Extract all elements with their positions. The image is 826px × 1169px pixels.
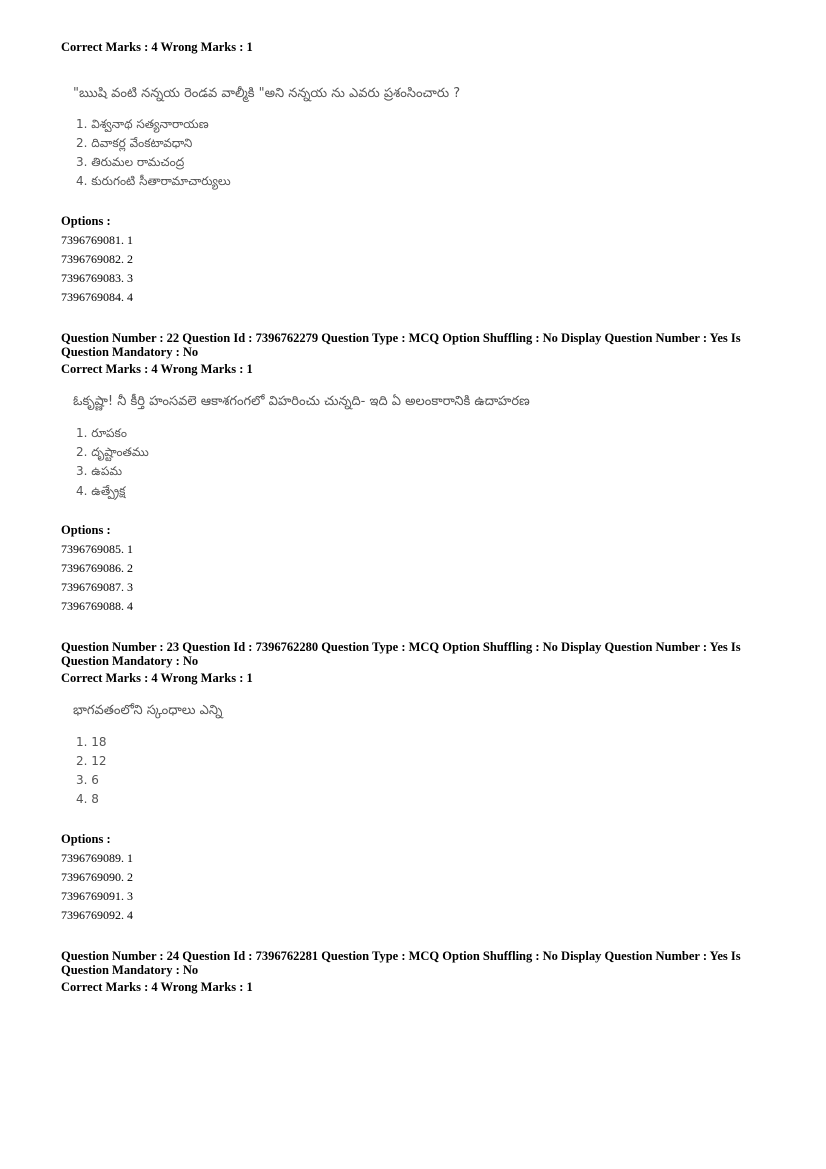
option-id: 7396769082. 2 (61, 252, 133, 266)
option-id: 7396769091. 3 (61, 889, 133, 903)
option-id: 7396769090. 2 (61, 870, 133, 884)
options-label: Options : (61, 832, 111, 846)
question-text: భాగవతంలోని స్కంధాలు ఎన్ని (73, 703, 223, 718)
question-text: ఓకృష్ణా! నీ కీర్తి హంసవలె ఆకాశగంగలో విహరించు చున్నది- ఇది ఏ అలంకారానికి ఉదాహరణ (73, 394, 530, 409)
answer-option: 1. రూపకం (76, 426, 127, 440)
marks-line: Correct Marks : 4 Wrong Marks : 1 (61, 40, 253, 54)
question-header-line: Question Number : 23 Question Id : 7396762280 Question Type : MCQ Option Shuffling : No Display Question Number : Yes Is (61, 640, 741, 654)
answer-option: 1. 18 (76, 735, 107, 749)
option-id: 7396769083. 3 (61, 271, 133, 285)
answer-option: 2. దృష్టాంతము (76, 445, 149, 459)
answer-option: 3. తిరుమల రామచంద్ర (76, 155, 185, 169)
question-header-line: Question Mandatory : No (61, 654, 199, 668)
answer-option: 2. 12 (76, 754, 107, 768)
question-header-line: Question Number : 22 Question Id : 7396762279 Question Type : MCQ Option Shuffling : No Display Question Number : Yes Is (61, 331, 741, 345)
option-id: 7396769084. 4 (61, 290, 133, 304)
answer-option: 2. దివాకర్ల వేంకటావధాని (76, 136, 193, 150)
answer-option: 4. 8 (76, 792, 99, 806)
question-text: "ఋషి వంటి నన్నయ రెండవ వాల్మీకి "అని నన్నయ ను ఎవరు ప్రశంసించారు ? (73, 86, 461, 101)
marks-line: Correct Marks : 4 Wrong Marks : 1 (61, 362, 253, 376)
question-header-line: Question Number : 24 Question Id : 7396762281 Question Type : MCQ Option Shuffling : No Display Question Number : Yes Is (61, 949, 741, 963)
answer-option: 3. 6 (76, 773, 99, 787)
answer-option: 3. ఉపమ (76, 464, 123, 478)
option-id: 7396769092. 4 (61, 908, 133, 922)
question-header-line: Question Mandatory : No (61, 345, 199, 359)
option-id: 7396769085. 1 (61, 542, 133, 556)
option-id: 7396769089. 1 (61, 851, 133, 865)
answer-option: 4. ఉత్ప్రేక్ష (76, 484, 126, 498)
question-header (61, 949, 761, 977)
options-label: Options : (61, 214, 111, 228)
option-id: 7396769087. 3 (61, 580, 133, 594)
option-id: 7396769086. 2 (61, 561, 133, 575)
answer-option: 4. కురుగంటి సీతారామాచార్యులు (76, 174, 231, 188)
option-id: 7396769088. 4 (61, 599, 133, 613)
marks-line: Correct Marks : 4 Wrong Marks : 1 (61, 671, 253, 685)
question-header (61, 331, 761, 359)
option-id: 7396769081. 1 (61, 233, 133, 247)
question-header (61, 640, 761, 668)
answer-option: 1. విశ్వనాథ సత్యనారాయణ (76, 117, 209, 131)
marks-line: Correct Marks : 4 Wrong Marks : 1 (61, 980, 253, 994)
options-label: Options : (61, 523, 111, 537)
question-header-line: Question Mandatory : No (61, 963, 199, 977)
